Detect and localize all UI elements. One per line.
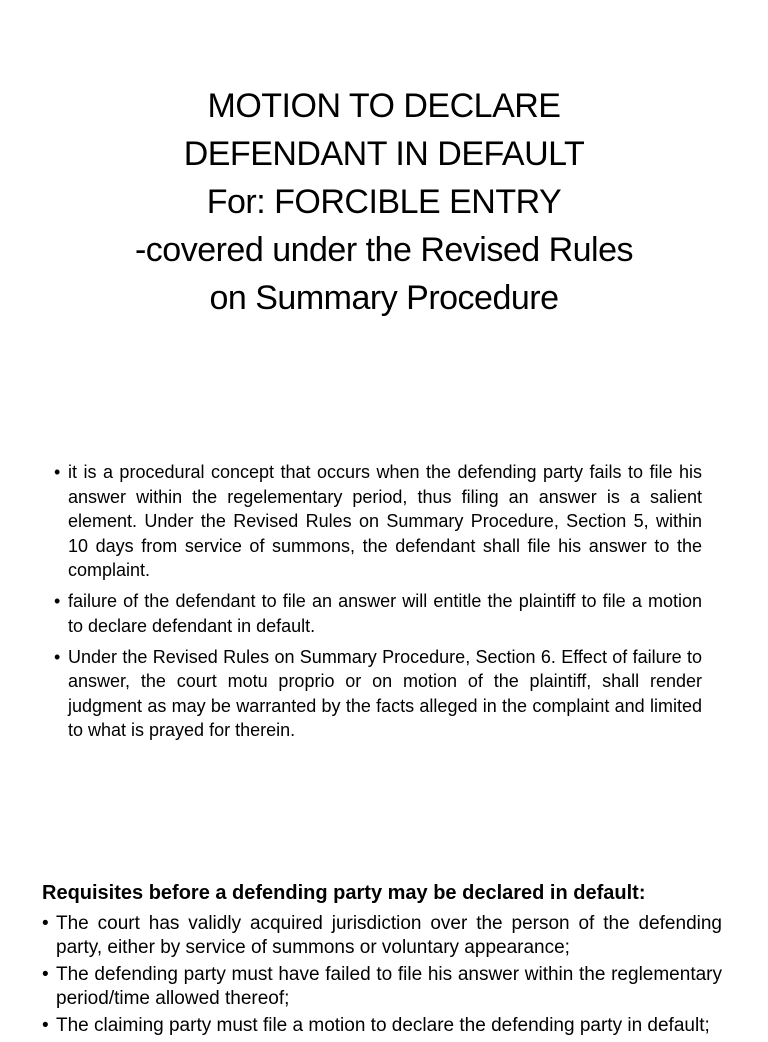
requisites-list [42,912,722,1038]
list-item-text: failure of the defendant to file an answer will entitle the plaintiff to file a motion to declare defendant in default. [68,591,702,636]
bullet-icon: • [54,591,61,611]
list-item-text: it is a procedural concept that occurs when the defending party fails to file his answer within the regelementary period, thus filing an answer is a salient element. Under the Revised Rules on Summary Procedure, Section 5, within 10 days from service of summons, the defendant shall file his answer to the complaint. [68,462,702,580]
title-line-5: on Summary Procedure [209,279,559,317]
list-item-text: The court has validly acquired jurisdiction over the person of the defending party, either by service of summons or voluntary appearance; [56,913,722,958]
list-item [54,589,702,638]
document-title [0,82,768,322]
list-item [54,460,702,583]
list-item [42,963,722,1010]
list-item [54,645,702,743]
requisites-heading: Requisites before a defending party may be declared in default: [42,882,646,904]
title-line-3: For: FORCIBLE ENTRY [206,183,562,221]
list-item [42,1014,722,1038]
requisites-section [0,912,768,1042]
default-explanation-section [0,460,768,749]
title-line-1: MOTION TO DECLARE [207,87,561,125]
bullet-icon: • [42,1015,49,1036]
bullet-icon: • [54,462,61,482]
title-line-4: -covered under the Revised Rules [134,231,634,269]
bullet-icon: • [42,964,49,985]
list-item-text: The claiming party must file a motion to declare the defending party in default; [56,1015,710,1036]
bullet-icon: • [54,646,61,667]
title-line-2: DEFENDANT IN DEFAULT [183,135,585,173]
list-item-text: The defending party must have failed to file his answer within the reglementary period/time allowed thereof; [56,964,722,1009]
default-explanation-list [54,460,702,743]
list-item [42,912,722,959]
bullet-icon: • [42,913,49,934]
list-item-text: Under the Revised Rules on Summary Procedure, Section 6. Effect of failure to answer, the court motu proprio or on motion of the plaintiff, shall render judgment as may be warranted by the facts alleged in the complaint and limited to what is prayed for therein. [68,646,702,740]
